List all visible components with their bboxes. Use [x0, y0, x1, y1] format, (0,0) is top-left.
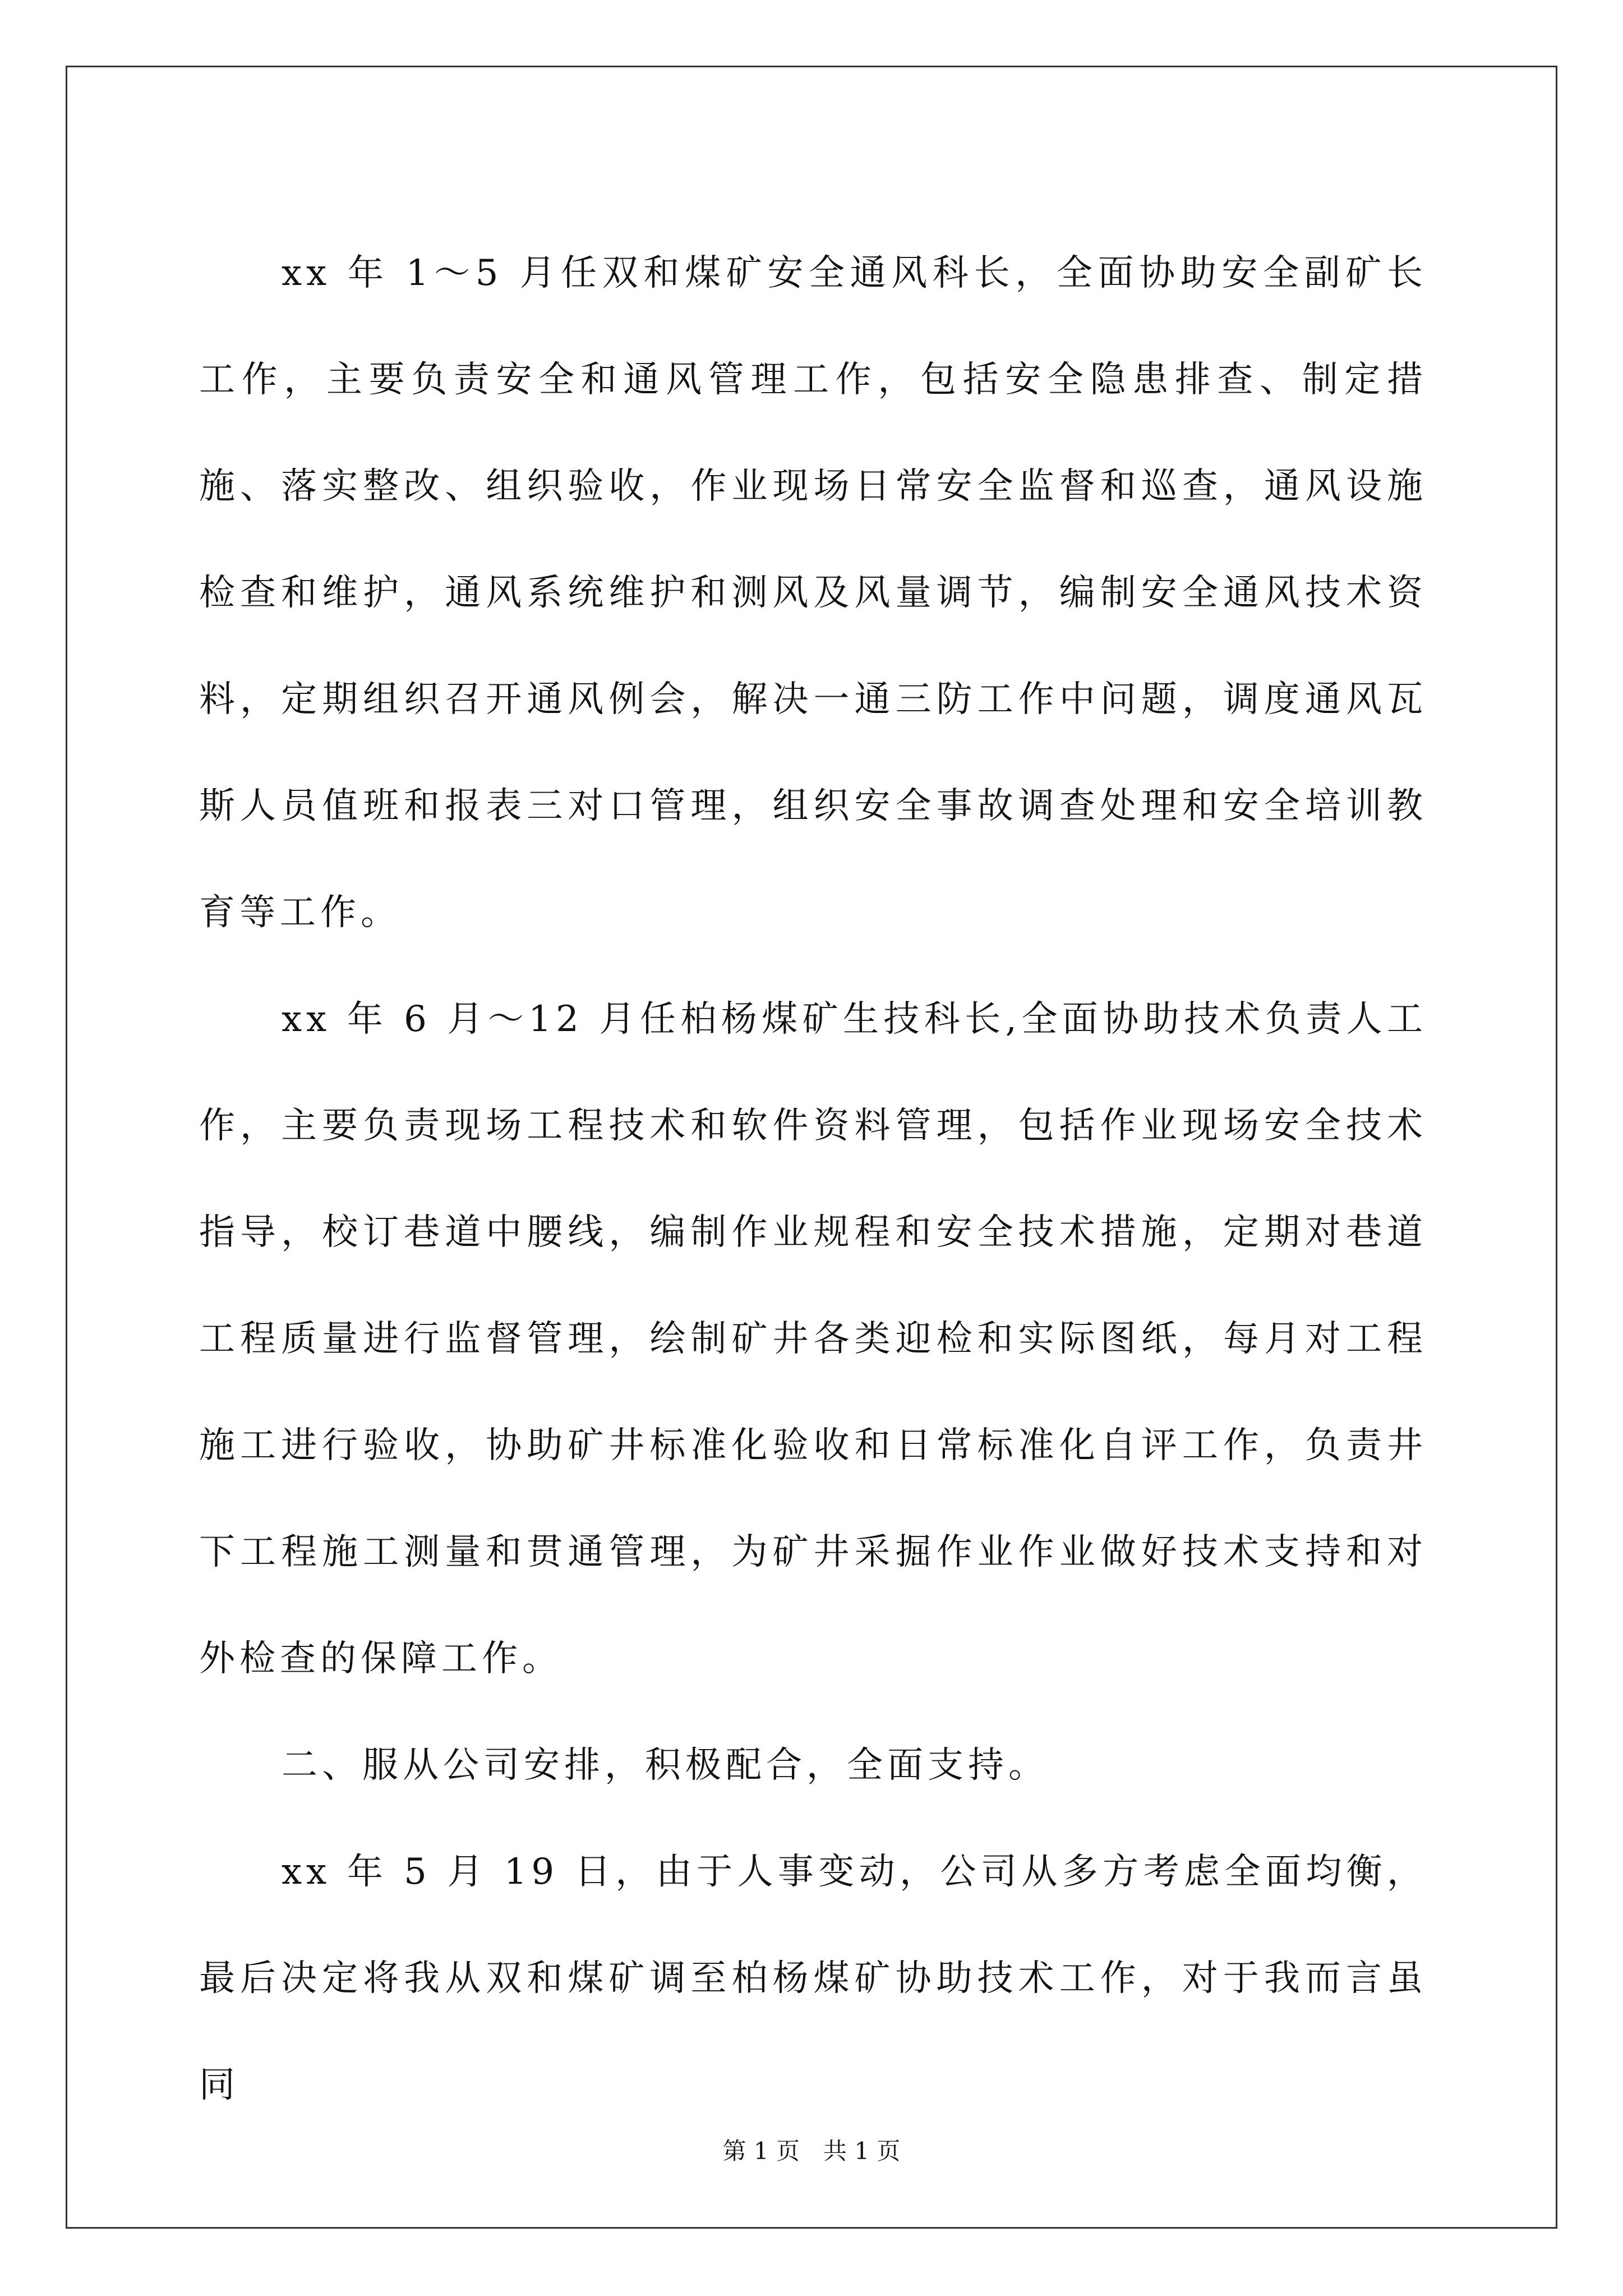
- paragraph-work-history-shuanghe: xx 年 1～5 月任双和煤矿安全通风科长，全面协助安全副矿长工作，主要负责安全和通风管理工作，包括安全隐患排查、制定措施、落实整改、组织验收，作业现场日常安全监督和巡查，通风设施检查和维护，通风系统维护和测风及风量调节，编制安全通风技术资料，定期组织召开通风例会，解决一通三防工作中问题，调度通风瓦斯人员值班和报表三对口管理，组织安全事故调查处理和安全培训教育等工作。: [199, 252, 1427, 933]
- section-heading-2: 二、服从公司安排，积极配合，全面支持。: [282, 1745, 1049, 1786]
- document-body: [199, 220, 1427, 2138]
- paragraph-transfer: xx 年 5 月 19 日，由于人事变动，公司从多方考虑全面均衡，最后决定将我从双和煤矿调至柏杨煤矿协助技术工作，对于我而言虽同: [199, 1851, 1427, 2106]
- paragraph-work-history-baiyang: xx 年 6 月～12 月任柏杨煤矿生技科长,全面协助技术负责人工作，主要负责现场工程技术和软件资料管理，包括作业现场安全技术指导，校订巷道中腰线，编制作业规程和安全技术措施，定期对巷道工程质量进行监督管理，绘制矿井各类迎检和实际图纸，每月对工程施工进行验收，协助矿井标准化验收和日常标准化自评工作，负责井下工程施工测量和贯通管理，为矿井采掘作业作业做好技术支持和对外检查的保障工作。: [199, 999, 1427, 1680]
- page-footer: 第 1 页 共 1 页: [722, 2137, 901, 2165]
